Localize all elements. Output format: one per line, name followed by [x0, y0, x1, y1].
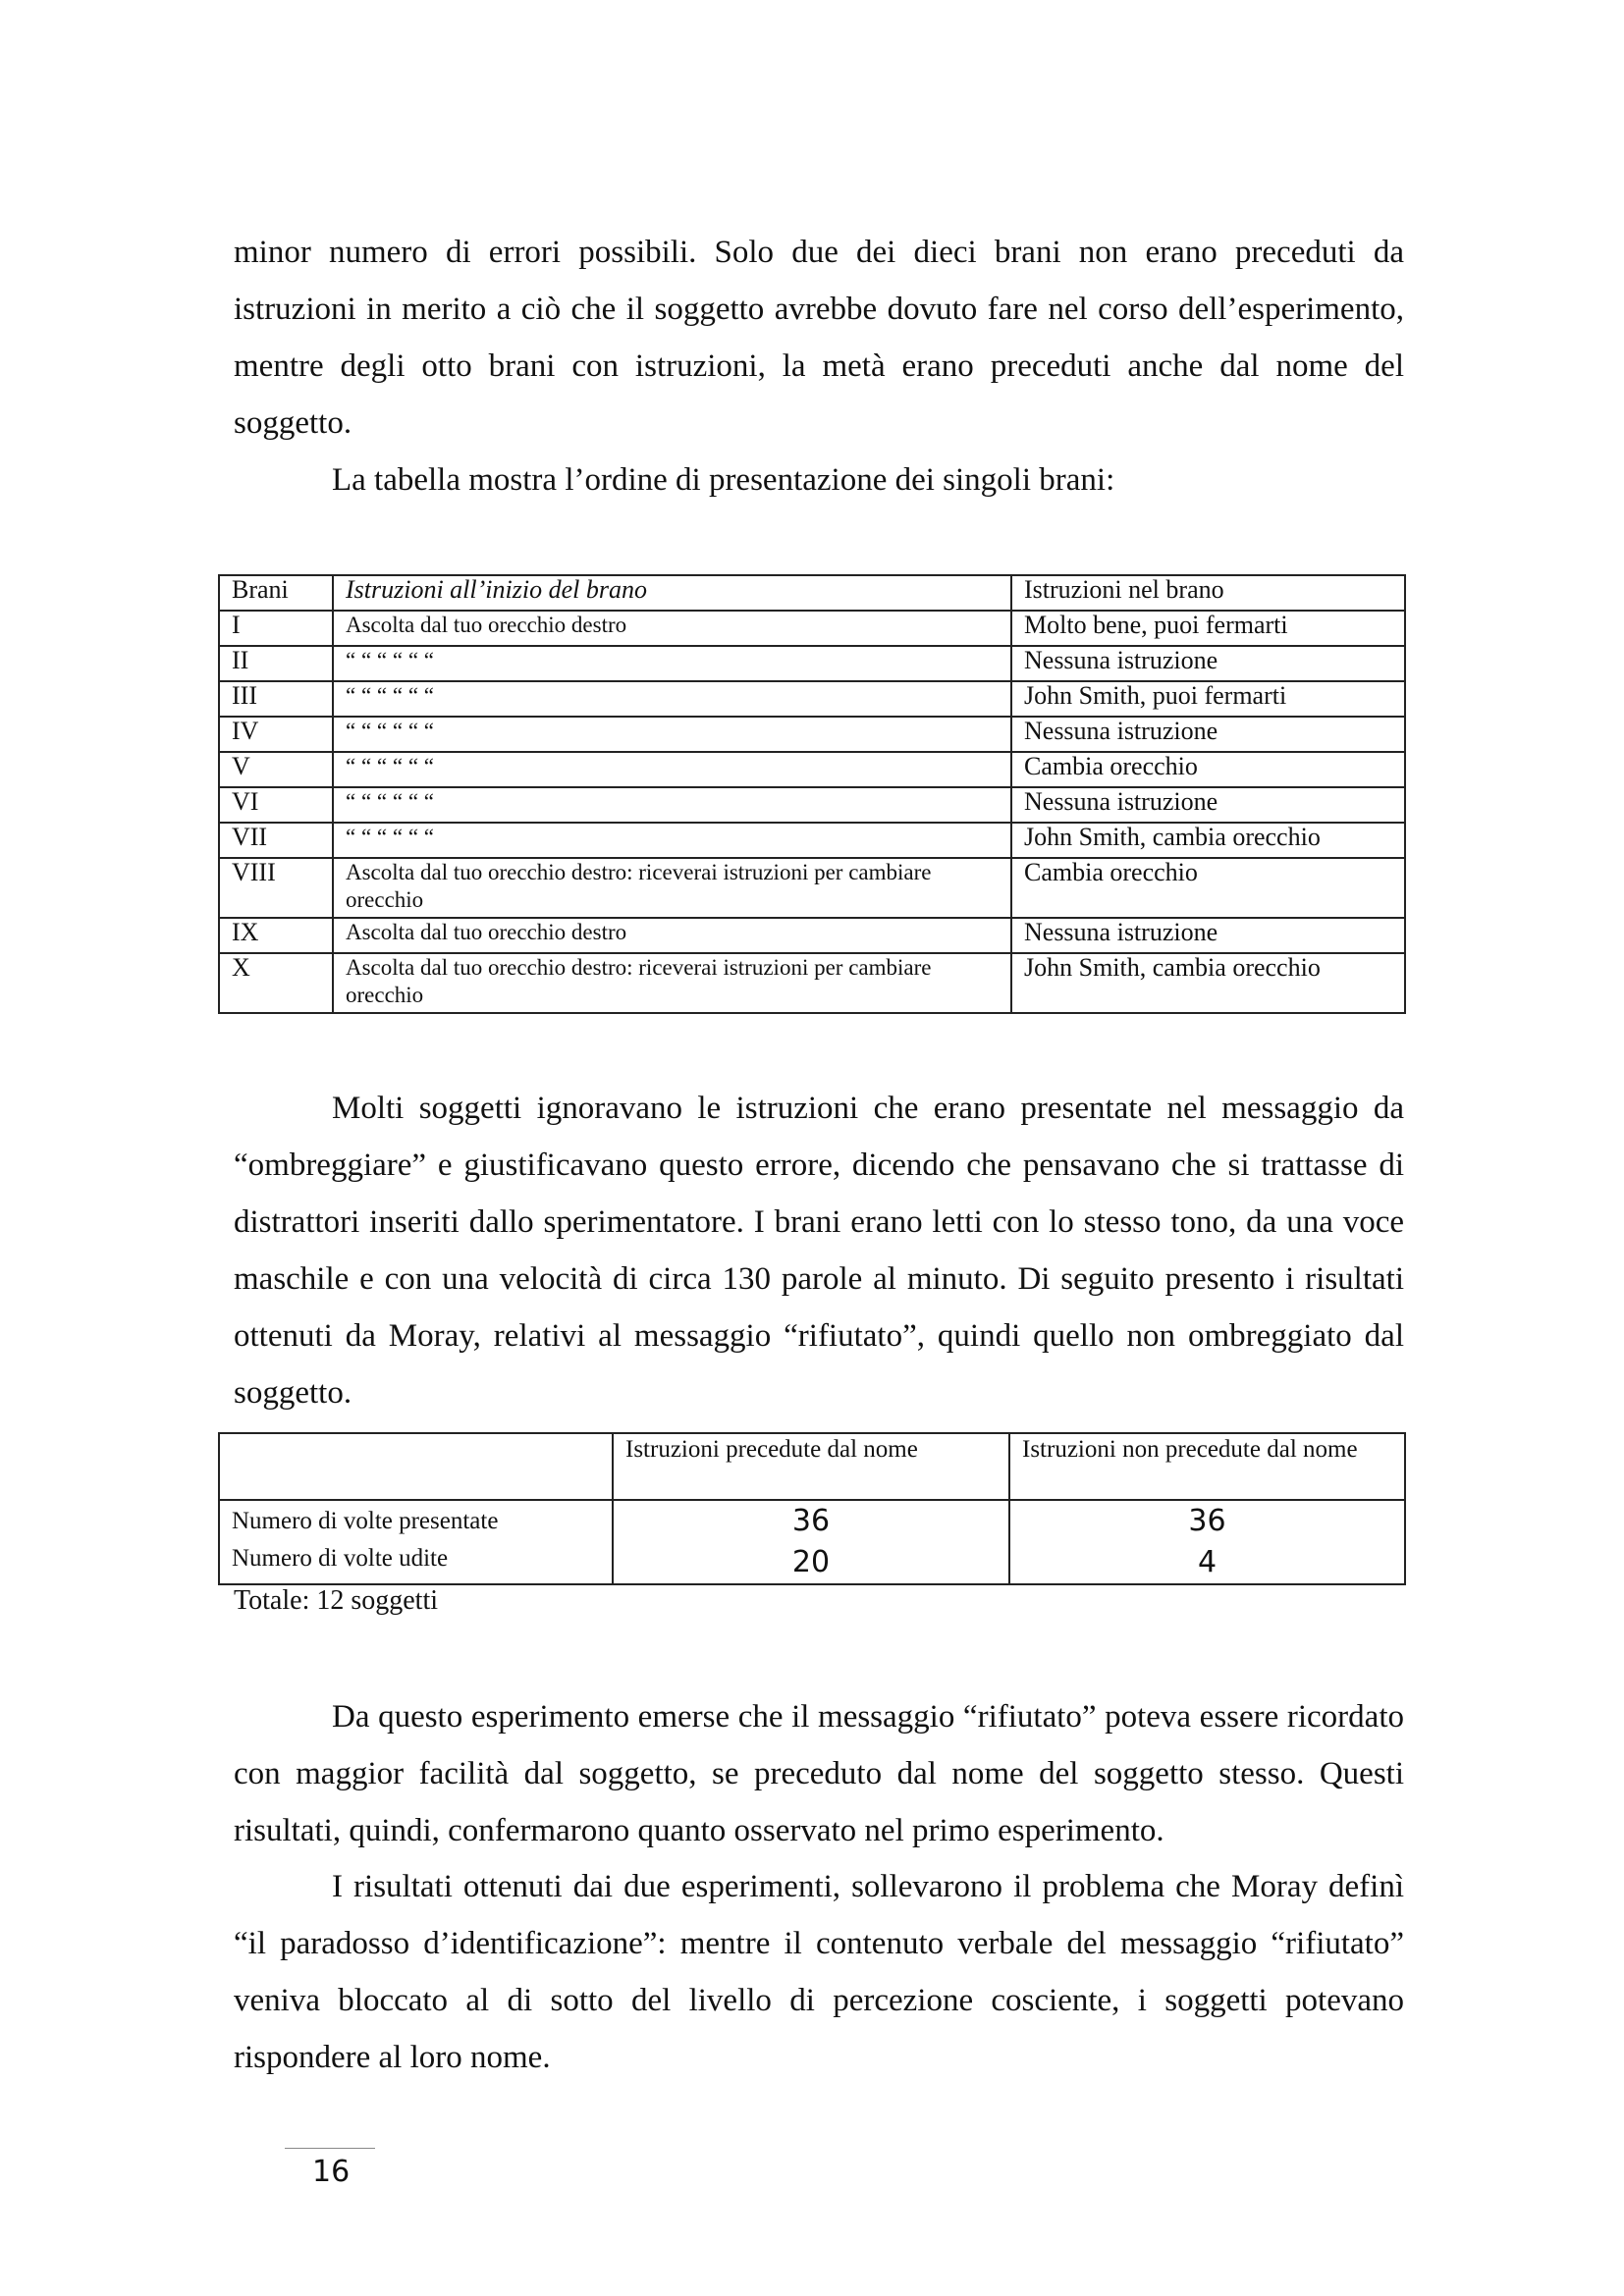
- presentation-order-table: [218, 574, 1406, 1014]
- cell-passage-instruction: Cambia orecchio: [1011, 858, 1405, 918]
- header-initial-instructions: Istruzioni all’inizio del brano: [333, 575, 1011, 611]
- cell-brano: IV: [219, 717, 333, 752]
- paragraph-3: Molti soggetti ignoravano le istruzioni che erano presentate nel messaggio da “ombreggiare” e giustificavano questo errore, dicendo che pensavano che si trattasse di distrattori inseriti dallo sperimentatore. I brani erano letti con lo stesso tono, da una voce maschile e con una velocità di circa 130 parole al minuto. Di seguito presento i risultati ottenuti da Moray, relativi al messaggio “rifiutato”, quindi quello non ombreggiato dal soggetto.: [234, 1091, 1404, 1411]
- table-row: [219, 681, 1405, 717]
- cell-passage-instruction: Nessuna istruzione: [1011, 918, 1405, 953]
- table-row: [219, 717, 1405, 752]
- not-preceded-values-cell: [1009, 1500, 1405, 1584]
- table-row: [219, 953, 1405, 1013]
- cell-brano: III: [219, 681, 333, 717]
- row-label-presented: Numero di volte presentate: [232, 1508, 499, 1534]
- footer-rule: [285, 2148, 375, 2149]
- cell-initial-instruction: Ascolta dal tuo orecchio destro: [333, 611, 1011, 646]
- table-row: [219, 646, 1405, 681]
- page-number: 16: [312, 2155, 351, 2189]
- value-preceded-heard: 20: [791, 1545, 831, 1579]
- cell-initial-instruction: “ “ “ “ “ “: [333, 681, 1011, 717]
- cell-initial-instruction: Ascolta dal tuo orecchio destro: riceverai istruzioni per cambiare orecchio: [333, 858, 1011, 918]
- table-row: [219, 1500, 1405, 1584]
- cell-brano: X: [219, 953, 333, 1013]
- table-row: [219, 918, 1405, 953]
- cell-passage-instruction: Nessuna istruzione: [1011, 646, 1405, 681]
- table-row: [219, 787, 1405, 823]
- table-row: [219, 611, 1405, 646]
- header-not-preceded-by-name: Istruzioni non precedute dal nome: [1009, 1433, 1405, 1500]
- table-row: [219, 752, 1405, 787]
- cell-initial-instruction: “ “ “ “ “ “: [333, 717, 1011, 752]
- cell-brano: I: [219, 611, 333, 646]
- row-labels-cell: [219, 1500, 613, 1584]
- value-preceded-presented: 36: [791, 1504, 831, 1538]
- cell-initial-instruction: “ “ “ “ “ “: [333, 823, 1011, 858]
- cell-initial-instruction: Ascolta dal tuo orecchio destro: riceverai istruzioni per cambiare orecchio: [333, 953, 1011, 1013]
- cell-passage-instruction: Nessuna istruzione: [1011, 787, 1405, 823]
- preceded-values-cell: [613, 1500, 1009, 1584]
- cell-passage-instruction: Cambia orecchio: [1011, 752, 1405, 787]
- cell-brano: VII: [219, 823, 333, 858]
- cell-initial-instruction: “ “ “ “ “ “: [333, 787, 1011, 823]
- cell-initial-instruction: “ “ “ “ “ “: [333, 646, 1011, 681]
- cell-passage-instruction: Molto bene, puoi fermarti: [1011, 611, 1405, 646]
- table-row: [219, 858, 1405, 918]
- value-not-preceded-presented: 36: [1188, 1504, 1226, 1538]
- paragraph-1: minor numero di errori possibili. Solo due dei dieci brani non erano preceduti da istruzioni in merito a ciò che il soggetto avrebbe dovuto fare nel corso dell’esperimento, mentre degli otto brani con istruzioni, la metà erano preceduti anche dal nome del soggetto.: [234, 235, 1404, 441]
- paragraph-5: I risultati ottenuti dai due esperimenti, sollevarono il problema che Moray definì “il paradosso d’identificazione”: mentre il contenuto verbale del messaggio “rifiutato” veniva bloccato al di sotto del livello di percezione cosciente, i soggetti potevano rispondere al loro nome.: [234, 1869, 1404, 2075]
- cell-passage-instruction: John Smith, cambia orecchio: [1011, 823, 1405, 858]
- paragraph-4: Da questo esperimento emerse che il messaggio “rifiutato” poteva essere ricordato con maggior facilità dal soggetto, se preceduto dal nome del soggetto stesso. Questi risultati, quindi, confermarono quanto osservato nel primo esperimento.: [234, 1699, 1404, 1848]
- table-header-row: [219, 575, 1405, 611]
- value-not-preceded-heard: 4: [1197, 1545, 1218, 1579]
- results-table: [218, 1432, 1406, 1585]
- table-row: [219, 823, 1405, 858]
- table-note: Totale: 12 soggetti: [234, 1585, 439, 1616]
- table-header-row: [219, 1433, 1405, 1500]
- cell-brano: II: [219, 646, 333, 681]
- header-instructions-in-passage: Istruzioni nel brano: [1011, 575, 1405, 611]
- header-empty: [219, 1433, 613, 1500]
- header-preceded-by-name: Istruzioni precedute dal nome: [613, 1433, 1009, 1500]
- cell-passage-instruction: John Smith, puoi fermarti: [1011, 681, 1405, 717]
- cell-passage-instruction: John Smith, cambia orecchio: [1011, 953, 1405, 1013]
- cell-brano: IX: [219, 918, 333, 953]
- cell-initial-instruction: “ “ “ “ “ “: [333, 752, 1011, 787]
- cell-passage-instruction: Nessuna istruzione: [1011, 717, 1405, 752]
- paragraph-2: La tabella mostra l’ordine di presentazione dei singoli brani:: [332, 462, 1115, 498]
- cell-initial-instruction: Ascolta dal tuo orecchio destro: [333, 918, 1011, 953]
- cell-brano: VI: [219, 787, 333, 823]
- cell-brano: V: [219, 752, 333, 787]
- header-brani: Brani: [219, 575, 333, 611]
- row-label-heard: Numero di volte udite: [232, 1545, 449, 1572]
- cell-brano: VIII: [219, 858, 333, 918]
